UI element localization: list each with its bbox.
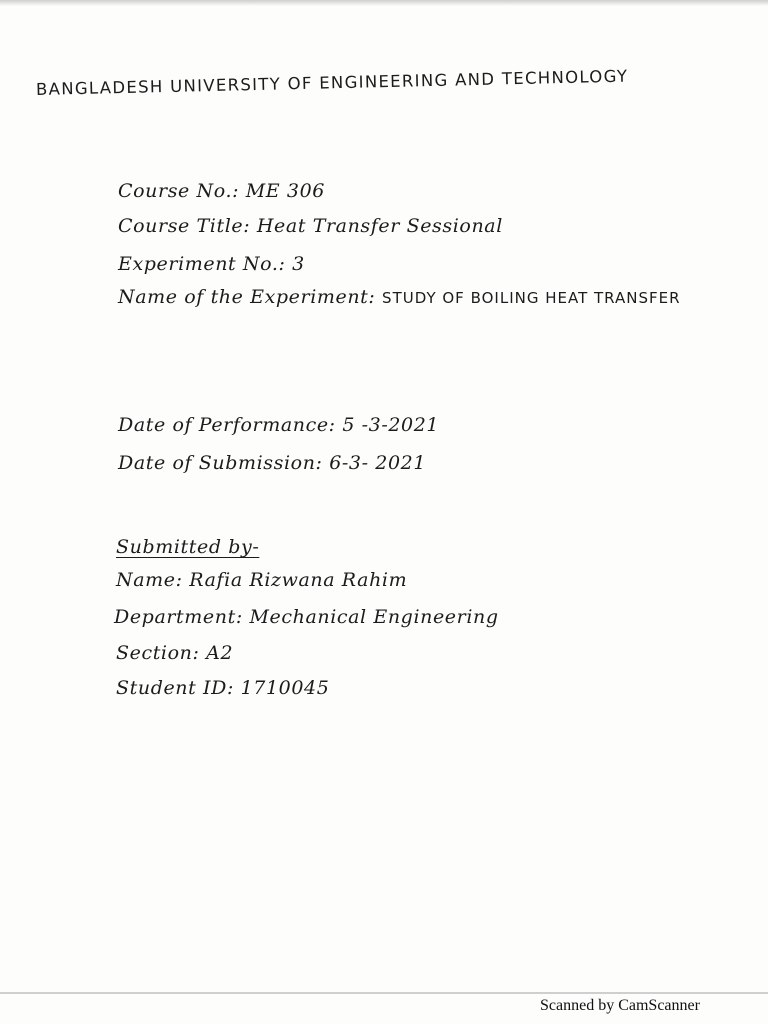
experiment-no-line <box>118 253 305 275</box>
student-name-label: Name: <box>116 569 183 591</box>
section-line <box>116 642 233 664</box>
page-top-edge <box>0 0 768 6</box>
department-value: Mechanical Engineering <box>249 606 499 628</box>
date-submission-line <box>118 452 426 474</box>
date-submission-value: 6-3- 2021 <box>329 452 427 474</box>
experiment-no-label: Experiment No.: <box>118 253 286 275</box>
student-name-line <box>116 569 407 591</box>
submitted-by-label: Submitted by- <box>116 536 260 558</box>
student-id-line <box>116 677 329 699</box>
date-submission-label: Date of Submission: <box>118 452 323 474</box>
experiment-name-label: Name of the Experiment: <box>118 286 376 308</box>
experiment-no-value: 3 <box>292 253 305 275</box>
course-no-line <box>118 180 325 202</box>
date-performance-line <box>118 414 439 436</box>
section-label: Section: <box>116 642 200 664</box>
submitted-by-heading <box>116 536 259 558</box>
page-bottom-edge <box>0 992 768 994</box>
university-heading: BANGLADESH UNIVERSITY OF ENGINEERING AND TECHNOLOGY <box>35 66 629 99</box>
course-title-line <box>118 215 503 237</box>
date-performance-label: Date of Performance: <box>118 414 336 436</box>
section-value: A2 <box>206 642 234 664</box>
department-label: Department: <box>114 606 243 628</box>
student-name-value: Rafia Rizwana Rahim <box>189 569 408 591</box>
student-id-value: 1710045 <box>240 677 330 699</box>
experiment-name-value: STUDY OF BOILING HEAT TRANSFER <box>382 289 681 307</box>
date-performance-value: 5 -3-2021 <box>342 414 440 436</box>
course-no-value: ME 306 <box>245 180 325 202</box>
department-line <box>114 606 499 628</box>
course-title-label: Course Title: <box>118 215 251 237</box>
experiment-name-line <box>118 286 681 308</box>
course-title-value: Heat Transfer Sessional <box>256 215 503 237</box>
scanner-watermark: Scanned by CamScanner <box>540 997 700 1014</box>
course-no-label: Course No.: <box>118 180 240 202</box>
student-id-label: Student ID: <box>116 677 234 699</box>
